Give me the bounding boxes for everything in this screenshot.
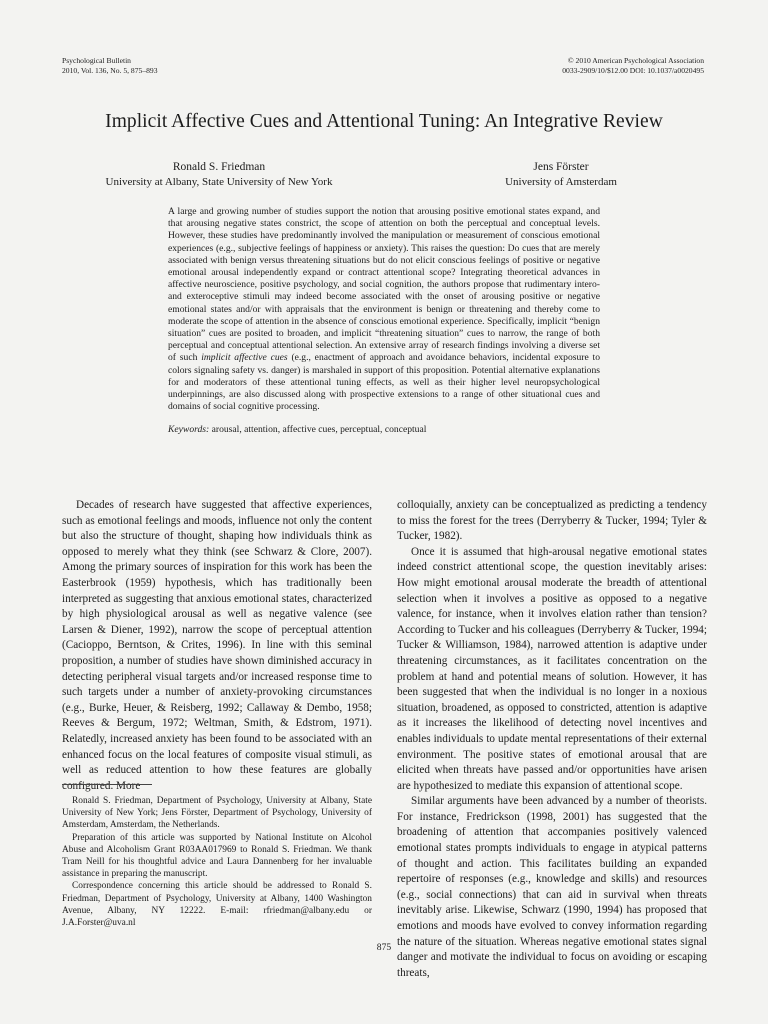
abstract-text xyxy=(168,206,600,413)
keywords-list: arousal, attention, affective cues, perceptual, conceptual xyxy=(211,424,427,436)
keywords xyxy=(168,424,600,435)
abstract-part-1: A large and growing number of studies support the notion that arousing positive emotional states expand, and that arousing negative states constrict, the scope of attention on both the perceptual and conceptual levels. However, these studies have predominantly involved the manipulation or measurement of conscious emotional experiences (e.g., subjective feelings of happiness or anxiety). This raises the question: Do cues that are merely associated with benign versus threatening situations but do not elicit conscious feelings of positive or negative emotional arousal independently expand or contract attentional scope? Integrating theoretical advances in affective neuroscience, positive psychology, and social cognition, the authors propose that rudimentary intero- and exteroceptive stimuli may indeed become associated with the onset of arousing positive or negative emotional states and/or with appraisals that the environment is benign or threatening and thereby come to moderate the scope of attention in the absence of conscious emotional experience. Specifically, implicit “benign situation” cues are posited to broaden, and implicit “threatening situation” cues to narrow, the range of both perceptual and conceptual attentional selection. An extensive array of research findings involving a diverse set of such xyxy=(168,206,600,364)
page-number: 875 xyxy=(376,942,392,953)
copyright-header xyxy=(562,56,704,75)
footnote-affiliations: Ronald S. Friedman, Department of Psychology, University at Albany, State University of New York; Jens Förster, Department of Psychology, University of Amsterdam, Amsterdam, the Netherlands. xyxy=(62,796,372,831)
article-title: Implicit Affective Cues and Attentional Tuning: An Integrative Review xyxy=(105,111,663,132)
author-note xyxy=(62,795,372,929)
footnote-divider xyxy=(62,784,152,785)
abstract xyxy=(168,206,600,435)
doi-line: 0033-2909/10/$12.00 DOI: 10.1037/a0020495 xyxy=(562,65,704,75)
body-column-left xyxy=(62,498,372,794)
author-affiliation: University of Amsterdam xyxy=(505,176,617,188)
footnote-funding: Preparation of this article was supported by National Institute on Alcohol Abuse and Alcoholism Grant R03AA017969 to Ronald S. Friedman. We thank Tram Neill for his thoughtful advice and Laura Dannenberg for her invaluable assistance in preparing the manuscript. xyxy=(62,832,372,880)
body-column-right xyxy=(397,498,707,981)
journal-header xyxy=(62,56,158,75)
journal-name: Psychological Bulletin xyxy=(62,56,131,65)
keywords-label: Keywords: xyxy=(168,424,210,436)
author-block-1 xyxy=(70,160,368,190)
author-name: Ronald S. Friedman xyxy=(172,161,266,173)
abstract-part-2: (e.g., enactment of approach and avoidance behaviors, incidental exposure to colors signaling safety vs. danger) is marshaled in support of this proposition. Potential alternative explanations for and moderators of these attentional tuning effects, as well as their higher level neuropsychological underpinnings, are also discussed along with prospective extensions to a range of other situational cues and domains of social cognitive processing. xyxy=(168,352,600,413)
copyright-line: © 2010 American Psychological Association xyxy=(567,56,704,65)
body-paragraph: Similar arguments have been advanced by a number of theorists. For instance, Fredrickson (1998, 2001) has suggested that the broadening of attention that accompanies positively valenced emotional states prompts individuals to engage in atypical patterns of thought and action. This facilitates building an expanded repertoire of responses (e.g., knowledge and skills) and resources (e.g., social connections) that can aid in survival when threats inevitably arise. Likewise, Schwarz (1990, 1994) has proposed that emotions and moods have evolved to convey information regarding the nature of the situation. Whereas negative emotional states signal danger and motivate the individual to focus on avoiding or escaping threats, xyxy=(397,795,707,979)
body-paragraph: Once it is assumed that high-arousal negative emotional states indeed constrict attentional scope, the question inevitably arises: How might emotional arousal moderate the breadth of attentional selection when it involves a positive as opposed to a negative valence, for instance, when it involves elation rather than tension? According to Tucker and his colleagues (Derryberry & Tucker, 1994; Tucker & Williamson, 1984), narrowed attention is adaptive under threatening circumstances, as it facilitates concentration on the problem at hand and potential means of solution. However, it has been suggested that when the individual is no longer in a noxious situation, broadened, as opposed to constricted, attention is adaptive as it increases the likelihood of detecting novel incentives and enables individuals to update mental representations of their external environment. The positive states of emotional arousal that are elicited when threats have passed and/or opportunities have arisen are hypothesized to mediate this expansion of attentional scope. xyxy=(397,545,707,792)
body-paragraph: Decades of research have suggested that affective experiences, such as emotional feelings and moods, influence not only the content but also the structure of thought, shaping how individuals think as opposed to merely what they think (see Schwarz & Clore, 2007). Among the primary sources of inspiration for this work has been the Easterbrook (1959) hypothesis, which has traditionally been interpreted as suggesting that anxious emotional states, characterized by high physiological arousal as well as negative valence (see Larsen & Diener, 1992), narrow the scope of perceptual attention (Cacioppo, Berntson, & Crites, 1996). In line with this seminal proposition, a number of studies have shown diminished accuracy in detecting peripheral visual targets and/or increased response time to such targets under a number of anxiety-provoking circumstances (e.g., Burke, Heuer, & Reisberg, 1992; Callaway & Dembo, 1958; Reeves & Bergum, 1972; Weltman, Smith, & Edstrom, 1971). Relatedly, increased anxiety has been found to be associated with an enhanced focus on the local features of composite visual stimuli, as well as reduced attention to how these features are globally configured. More xyxy=(62,499,372,792)
author-affiliation: University at Albany, State University of New York xyxy=(105,176,333,188)
footnote-correspondence: Correspondence concerning this article should be addressed to Ronald S. Friedman, Department of Psychology, University at Albany, 1400 Washington Avenue, Albany, NY 12222. E-mail: rfriedman@albany.edu or J.A.Forster@uva.nl xyxy=(62,881,372,929)
volume-info: 2010, Vol. 136, No. 5, 875–893 xyxy=(62,65,158,75)
author-name: Jens Förster xyxy=(533,161,589,173)
author-block-2 xyxy=(445,160,677,190)
body-paragraph: colloquially, anxiety can be conceptualized as predicting a tendency to miss the forest for the trees (Derryberry & Tucker, 1994; Tyler & Tucker, 1982). xyxy=(397,499,707,543)
abstract-emphasis: implicit affective cues xyxy=(201,352,288,364)
